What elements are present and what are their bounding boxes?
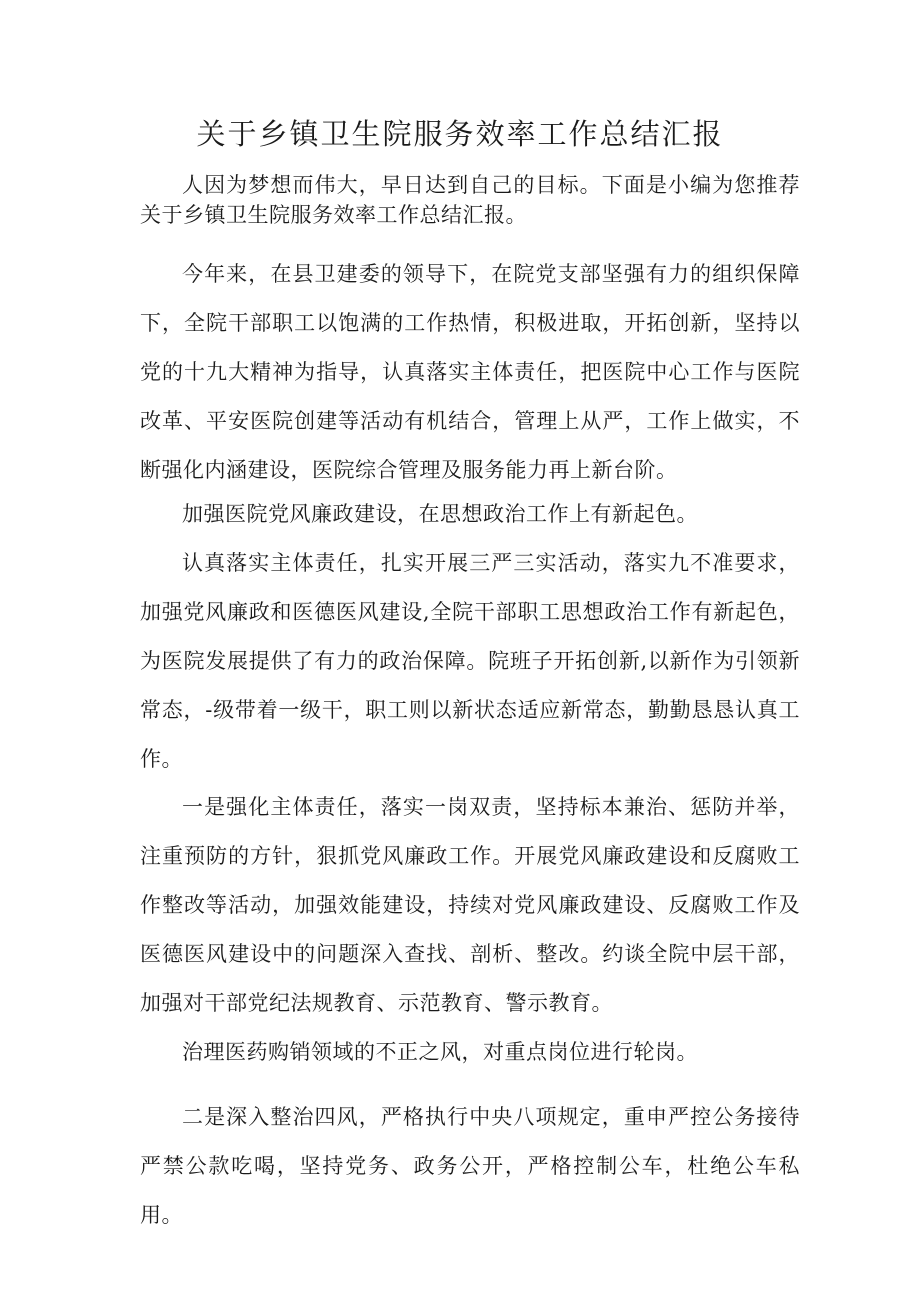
paragraph-intro: 人因为梦想而伟大，早日达到自己的目标。下面是小编为您推荐关于乡镇卫生院服务效率工作总结汇报。 [140, 173, 800, 227]
paragraph-unhealthy-practices: 治理医药购销领域的不正之风，对重点岗位进行轮岗。 [182, 1040, 698, 1064]
paragraph-responsibility: 认真落实主体责任，扎实开展三严三实活动，落实九不准要求，加强党风廉政和医德医风建设,全院干部职工思想政治工作有新起色，为医院发展提供了有力的政治保障。院班子开拓创新,以新作为引领新常态，-级带着一级干，职工则以新状态适应新常态，勤勤恳恳认真工作。 [140, 551, 800, 771]
paragraph-overview: 今年来，在县卫建委的领导下，在院党支部坚强有力的组织保障下，全院干部职工以饱满的工作热情，积极进取，开拓创新，坚持以党的十九大精神为指导，认真落实主体责任，把医院中心工作与医院改革、平安医院创建等活动有机结合，管理上从严，工作上做实，不断强化内涵建设，医院综合管理及服务能力再上新台阶。 [140, 262, 800, 482]
paragraph-point-one: 一是强化主体责任，落实一岗双责，坚持标本兼治、惩防并举，注重预防的方针，狠抓党风廉政工作。开展党风廉政建设和反腐败工作整改等活动，加强效能建设，持续对党风廉政建设、反腐败工作及医德医风建设中的问题深入查找、剖析、整改。约谈全院中层干部，加强对干部党纪法规教育、示范教育、警示教育。 [140, 795, 800, 1015]
paragraph-point-two: 二是深入整治四风，严格执行中央八项规定，重申严控公务接待严禁公款吃喝，坚持党务、政务公开，严格控制公车，杜绝公车私用。 [140, 1105, 800, 1227]
document-title: 关于乡镇卫生院服务效率工作总结汇报 [196, 117, 724, 151]
paragraph-heading-party-building: 加强医院党风廉政建设，在思想政治工作上有新起色。 [182, 502, 698, 526]
